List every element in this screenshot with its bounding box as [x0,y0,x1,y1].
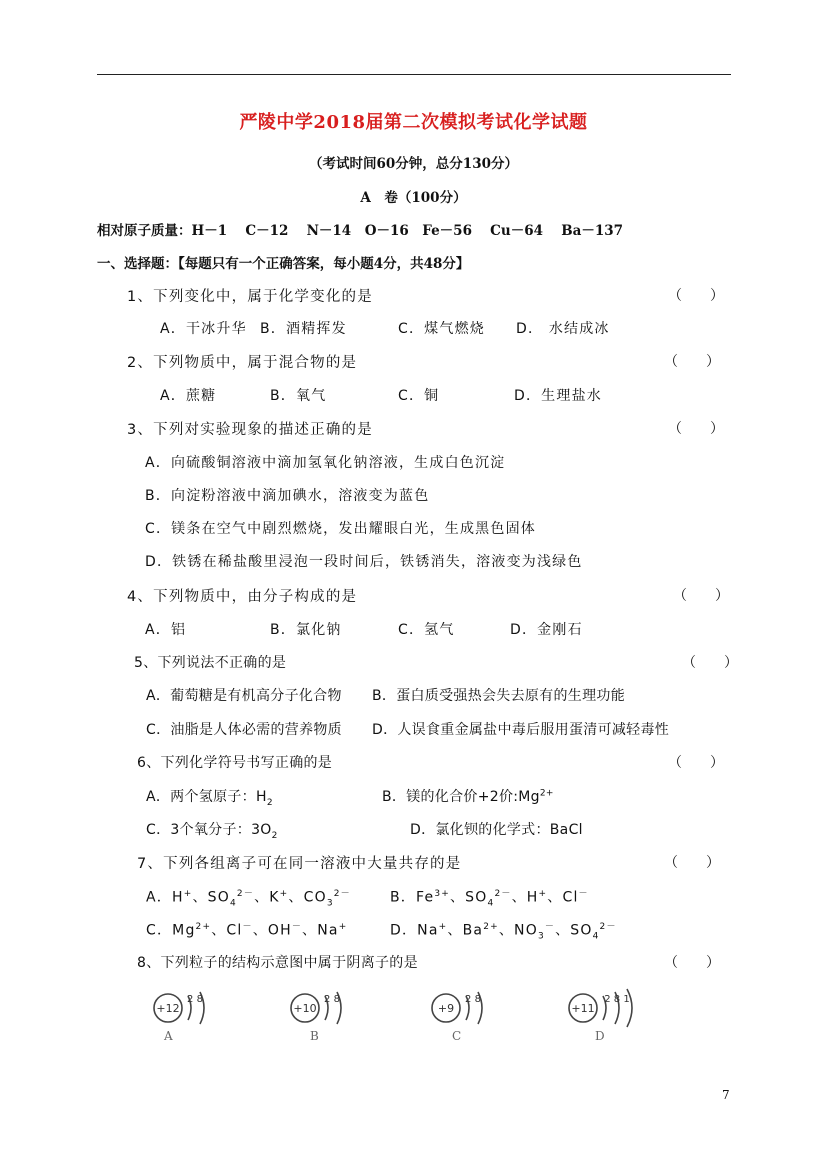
svg-text:2 8: 2 8 [324,994,340,1005]
answer-paren-5: （ ） [682,655,738,671]
question-8-stem: 8、下列粒子的结构示意图中属于阴离子的是 [137,955,418,971]
svg-text:2 8: 2 8 [465,994,481,1005]
svg-text:+10: +10 [293,1002,317,1015]
question-7-stem: 7、下列各组离子可在同一溶液中大量共存的是 [137,856,462,872]
q4-option-a: A．铝 [145,622,187,638]
atom-diagram-d [565,988,655,1050]
q1-option-a: A．干冰升华 [160,321,247,337]
q2-option-c: C．铜 [398,388,440,404]
question-3-stem: 3、下列对实验现象的描述正确的是 [127,422,373,438]
question-1-stem: 1、下列变化中，属于化学变化的是 [127,289,373,305]
exam-info: （考试时间60分钟，总分130分） [309,156,518,172]
question-5-stem: 5、下列说法不正确的是 [134,655,287,671]
q5-option-c: C．油脂是人体必需的营养物质 [146,722,342,738]
atom-label-b: B [310,1029,319,1043]
q1-option-d: D． 水结成冰 [516,321,610,337]
question-2-stem: 2、下列物质中，属于混合物的是 [127,355,358,371]
q6-option-d: D．氯化钡的化学式：BaCl [410,822,583,838]
q6-option-a: A．两个氢原子：$H_2$ [146,789,273,808]
atom-diagram-c [428,988,518,1050]
q7-option-c: C．$Mg^{2+}$、Cl－、OH－、Na+ [146,922,348,939]
q6-option-c: C．3个氧分子：$3O_2$ [146,822,278,841]
q5-option-b: B．蛋白质受强热会失去原有的生理功能 [372,688,626,704]
q7-option-d: D．Na+、$Ba^{2+}$、$NO_3^-$、$SO_4^{2-}$ [390,922,617,942]
part1-heading: 一、选择题：【每题只有一个正确答案，每小题4分，共48分】 [97,256,470,272]
q4-option-c: C．氢气 [398,622,455,638]
q3-option-b: B．向淀粉溶液中滴加碘水，溶液变为蓝色 [145,488,430,504]
atom-label-d: D [595,1029,605,1043]
q5-option-d: D．人误食重金属盐中毒后服用蛋清可减轻毒性 [372,722,670,738]
q7-option-b: B．$Fe^{3+}$、$SO_4^{2-}$、H+、Cl－ [390,889,589,909]
q1-option-b: B．酒精挥发 [260,321,347,337]
svg-text:+11: +11 [571,1002,595,1015]
answer-paren-2: （ ） [664,354,720,370]
q2-option-b: B．氧气 [270,388,327,404]
answer-paren-8: （ ） [664,955,720,971]
q1-option-c: C．煤气燃烧 [398,321,485,337]
q3-option-a: A．向硫酸铜溶液中滴加氢氧化钠溶液，生成白色沉淀 [145,455,506,471]
q2-option-d: D．生理盐水 [514,388,602,404]
svg-text:+9: +9 [437,1002,455,1015]
question-4-stem: 4、下列物质中，由分子构成的是 [127,589,358,605]
q6-option-b: B．镁的化合价+2价$:Mg^{2+}$ [382,788,554,805]
q7-option-a: A．H+、$SO_4^{2-}$、K+、$CO_3^{2-}$ [146,889,351,909]
answer-paren-7: （ ） [664,855,720,871]
q3-option-d: D．铁锈在稀盐酸里浸泡一段时间后，铁锈消失，溶液变为浅绿色 [145,554,583,570]
question-6-stem: 6、下列化学符号书写正确的是 [137,755,333,771]
section-a-heading: A 卷（100分） [360,190,467,206]
answer-paren-6: （ ） [668,755,724,771]
q4-option-d: D．金刚石 [510,622,583,638]
q4-option-b: B．氯化钠 [270,622,342,638]
q5-option-a: A．葡萄糖是有机高分子化合物 [146,688,342,704]
svg-text:2 8: 2 8 [187,994,203,1005]
answer-paren-4: （ ） [673,588,729,604]
atomic-mass-line: 相对原子质量：H－1 C－12 N－14 O－16 Fe－56 Cu－64 Ba－137 [97,223,624,239]
atom-label-c: C [452,1029,462,1043]
answer-paren-3: （ ） [668,421,724,437]
page-number: 7 [722,1088,730,1102]
atom-label-a: A [164,1029,173,1043]
exam-title: 严陵中学2018届第二次模拟考试化学试题 [239,112,588,133]
header-rule [97,74,731,75]
svg-text:+12: +12 [156,1002,180,1015]
atom-diagram-b [287,988,377,1050]
q2-option-a: A．蔗糖 [160,388,217,404]
answer-paren-1: （ ） [668,288,724,304]
q3-option-c: C．镁条在空气中剧烈燃烧，发出耀眼白光，生成黑色固体 [145,521,536,537]
svg-text:2 8 1: 2 8 1 [604,994,630,1005]
